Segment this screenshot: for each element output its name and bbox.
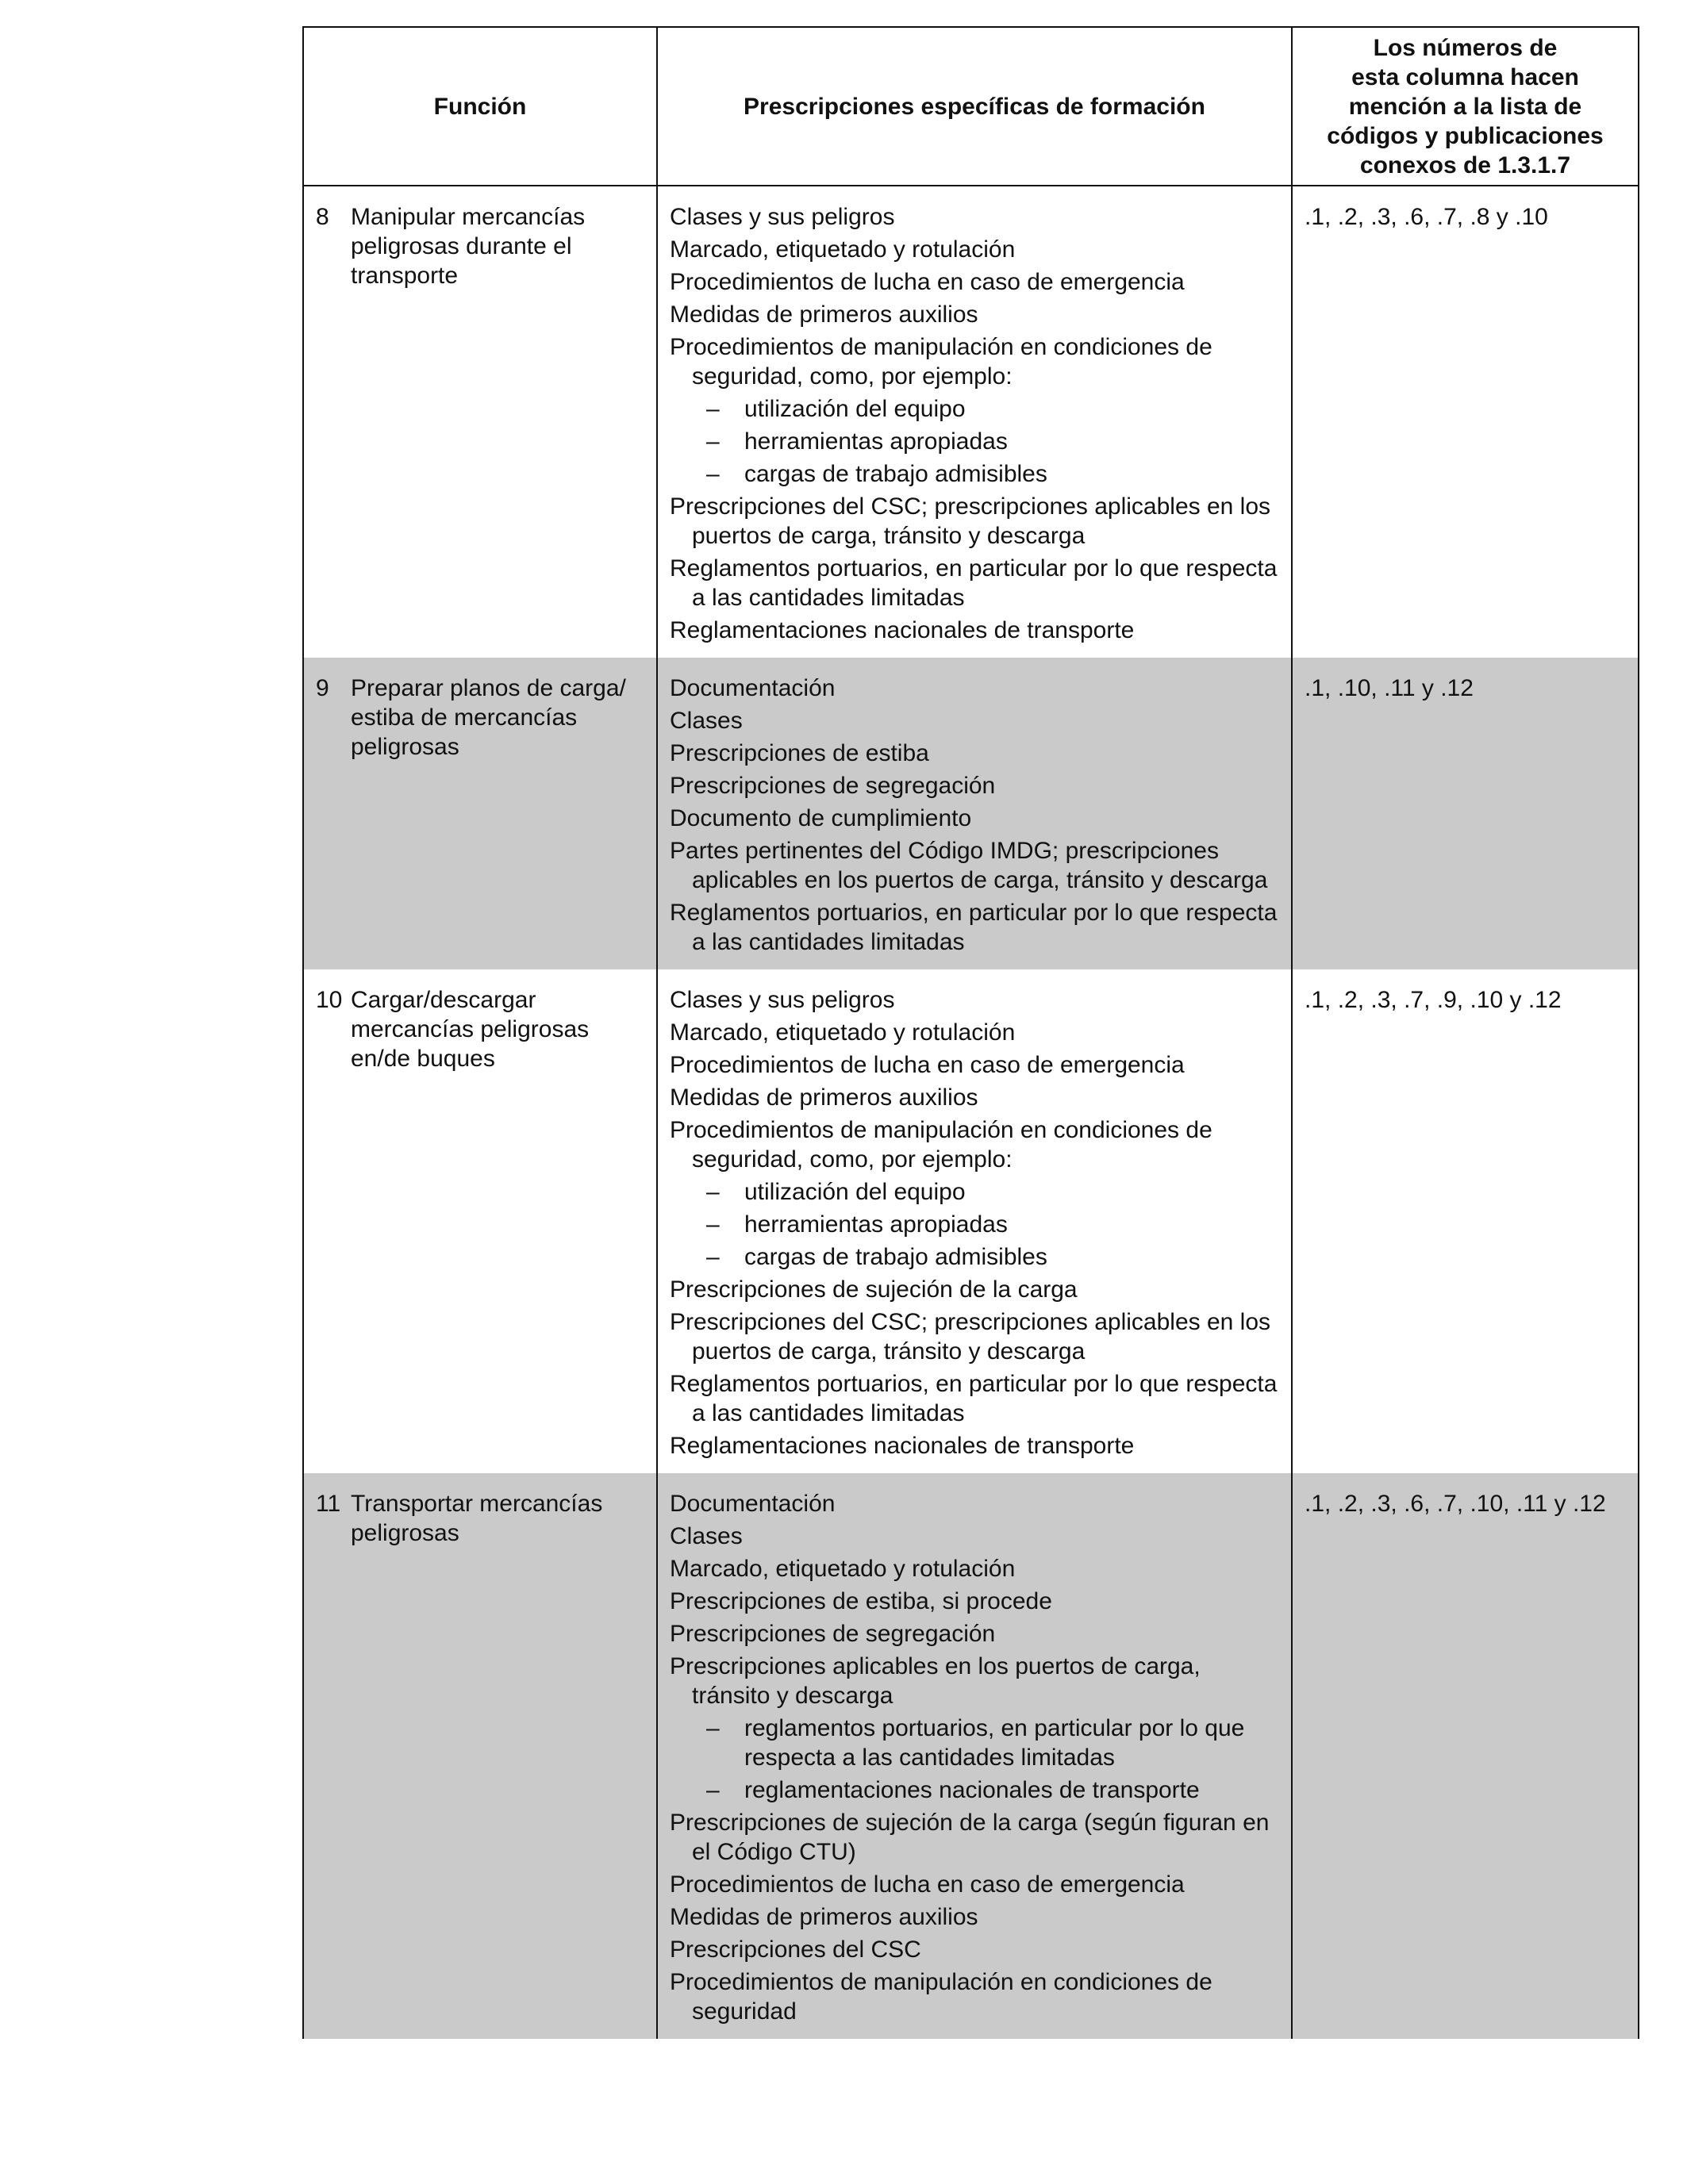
- requirement-item: Medidas de primeros auxilios: [670, 1084, 978, 1111]
- dash-bullet: –: [706, 1244, 720, 1270]
- function-entry: [316, 202, 647, 290]
- requirements-cell: [657, 186, 1292, 658]
- references-value: .1, .2, .3, .7, .9, .10 y .12: [1305, 987, 1562, 1013]
- table-row: [303, 658, 1639, 969]
- requirements-cell: [657, 1473, 1292, 2039]
- function-cell: [303, 658, 657, 969]
- references-value: .1, .2, .3, .6, .7, .10, .11 y .12: [1305, 1491, 1606, 1517]
- requirement-subitem: [670, 1210, 1282, 1239]
- requirement-item: Prescripciones del CSC; prescripciones aplicables en los puertos de carga, tránsito y descarga: [670, 1309, 1271, 1365]
- function-label: Cargar/descargar mercancías peligrosas en/de buques: [351, 987, 590, 1072]
- requirements-list: [670, 1489, 1282, 2026]
- table-row: [303, 186, 1639, 658]
- requirement-item: Reglamentaciones nacionales de transporte: [670, 617, 1135, 643]
- requirement-item: Procedimientos de manipulación en condiciones de seguridad, como, por ejemplo:: [670, 334, 1212, 390]
- dash-bullet: –: [706, 1179, 720, 1205]
- dash-bullet: –: [706, 461, 720, 487]
- requirement-subitem-text: utilización del equipo: [744, 396, 966, 422]
- requirements-cell: [657, 658, 1292, 969]
- function-entry: [316, 985, 647, 1073]
- requirement-item: Documentación: [670, 675, 836, 701]
- requirement-subitem: [670, 1775, 1282, 1805]
- requirement-subitem-text: cargas de trabajo admisibles: [744, 461, 1047, 487]
- header-function: Función: [303, 27, 657, 186]
- function-entry: [316, 1489, 647, 1548]
- requirement-item: Clases y sus peligros: [670, 987, 895, 1013]
- requirement-subitem-text: herramientas apropiadas: [744, 428, 1008, 455]
- references-value: .1, .10, .11 y .12: [1305, 675, 1474, 701]
- requirement-item: Procedimientos de lucha en caso de emergencia: [670, 1871, 1185, 1898]
- table-row: [303, 969, 1639, 1473]
- requirement-item: Partes pertinentes del Código IMDG; prescripciones aplicables en los puertos de carga, tránsito y descarga: [670, 838, 1268, 893]
- table-body: [303, 186, 1639, 2039]
- function-entry: [316, 674, 647, 762]
- requirement-item: Prescripciones del CSC: [670, 1936, 921, 1963]
- table-header-row: [303, 27, 1639, 186]
- requirement-item: Medidas de primeros auxilios: [670, 1904, 978, 1930]
- function-number: 10: [316, 987, 343, 1013]
- requirement-subitem: [670, 1242, 1282, 1272]
- references-value: .1, .2, .3, .6, .7, .8 y .10: [1305, 204, 1548, 230]
- requirement-item: Prescripciones de segregación: [670, 773, 996, 799]
- references-cell: [1292, 186, 1639, 658]
- requirement-item: Procedimientos de manipulación en condiciones de seguridad: [670, 1969, 1212, 2025]
- function-number: 8: [316, 204, 329, 230]
- requirement-item: Marcado, etiquetado y rotulación: [670, 236, 1016, 263]
- requirement-subitem: [670, 1177, 1282, 1207]
- requirement-item: Prescripciones de segregación: [670, 1621, 996, 1647]
- dash-bullet: –: [706, 1777, 720, 1803]
- requirement-item: Procedimientos de manipulación en condiciones de seguridad, como, por ejemplo:: [670, 1117, 1212, 1173]
- header-requirements: Prescripciones específicas de formación: [657, 27, 1292, 186]
- requirements-list: [670, 674, 1282, 957]
- requirement-item: Reglamentos portuarios, en particular por lo que respecta a las cantidades limitadas: [670, 1371, 1278, 1426]
- function-cell: [303, 1473, 657, 2039]
- requirement-item: Procedimientos de lucha en caso de emergencia: [670, 269, 1185, 295]
- function-cell: [303, 969, 657, 1473]
- function-label: Preparar planos de carga/ estiba de mercancías peligrosas: [351, 675, 626, 760]
- dash-bullet: –: [706, 1715, 720, 1741]
- requirement-item: Clases: [670, 1523, 743, 1549]
- header-references: Los números de esta columna hacen mención a la lista de códigos y publicaciones conexos de 1.3.1.7: [1292, 27, 1639, 186]
- requirement-item: Prescripciones aplicables en los puertos de carga, tránsito y descarga: [670, 1653, 1201, 1709]
- requirement-item: Marcado, etiquetado y rotulación: [670, 1019, 1016, 1046]
- function-number: 11: [316, 1491, 341, 1517]
- requirement-item: Prescripciones de sujeción de la carga: [670, 1276, 1078, 1303]
- references-cell: [1292, 969, 1639, 1473]
- requirement-item: Prescripciones de estiba: [670, 740, 929, 766]
- function-cell: [303, 186, 657, 658]
- requirement-item: Medidas de primeros auxilios: [670, 301, 978, 328]
- requirement-item: Documentación: [670, 1491, 836, 1517]
- requirement-item: Reglamentos portuarios, en particular por lo que respecta a las cantidades limitadas: [670, 555, 1278, 611]
- requirement-item: Prescripciones del CSC; prescripciones aplicables en los puertos de carga, tránsito y descarga: [670, 493, 1271, 549]
- requirement-item: Marcado, etiquetado y rotulación: [670, 1556, 1016, 1582]
- requirement-item: Clases y sus peligros: [670, 204, 895, 230]
- requirement-subitem: [670, 427, 1282, 456]
- function-label: Transportar mercancías peligrosas: [351, 1491, 603, 1546]
- requirement-subitem: [670, 1714, 1282, 1772]
- training-requirements-table: [302, 26, 1639, 2039]
- requirement-subitem-text: reglamentaciones nacionales de transporte: [744, 1777, 1200, 1803]
- table-row: [303, 1473, 1639, 2039]
- requirement-subitem-text: herramientas apropiadas: [744, 1211, 1008, 1238]
- dash-bullet: –: [706, 1211, 720, 1238]
- dash-bullet: –: [706, 428, 720, 455]
- requirement-subitem: [670, 459, 1282, 489]
- requirement-item: Prescripciones de sujeción de la carga (según figuran en el Código CTU): [670, 1810, 1270, 1865]
- dash-bullet: –: [706, 396, 720, 422]
- requirement-subitem: [670, 394, 1282, 424]
- requirements-list: [670, 985, 1282, 1460]
- requirement-item: Procedimientos de lucha en caso de emergencia: [670, 1052, 1185, 1078]
- function-label: Manipular mercancías peligrosas durante el transporte: [351, 204, 586, 289]
- requirement-subitem-text: cargas de trabajo admisibles: [744, 1244, 1047, 1270]
- requirement-item: Reglamentos portuarios, en particular por lo que respecta a las cantidades limitadas: [670, 900, 1278, 955]
- references-cell: [1292, 658, 1639, 969]
- requirement-item: Prescripciones de estiba, si procede: [670, 1588, 1052, 1614]
- requirement-item: Reglamentaciones nacionales de transporte: [670, 1433, 1135, 1459]
- requirement-item: Clases: [670, 708, 743, 734]
- requirements-cell: [657, 969, 1292, 1473]
- requirement-subitem-text: reglamentos portuarios, en particular por lo que respecta a las cantidades limitadas: [744, 1715, 1245, 1771]
- references-cell: [1292, 1473, 1639, 2039]
- requirement-item: Documento de cumplimiento: [670, 805, 972, 831]
- function-number: 9: [316, 675, 329, 701]
- requirements-list: [670, 202, 1282, 645]
- requirement-subitem-text: utilización del equipo: [744, 1179, 966, 1205]
